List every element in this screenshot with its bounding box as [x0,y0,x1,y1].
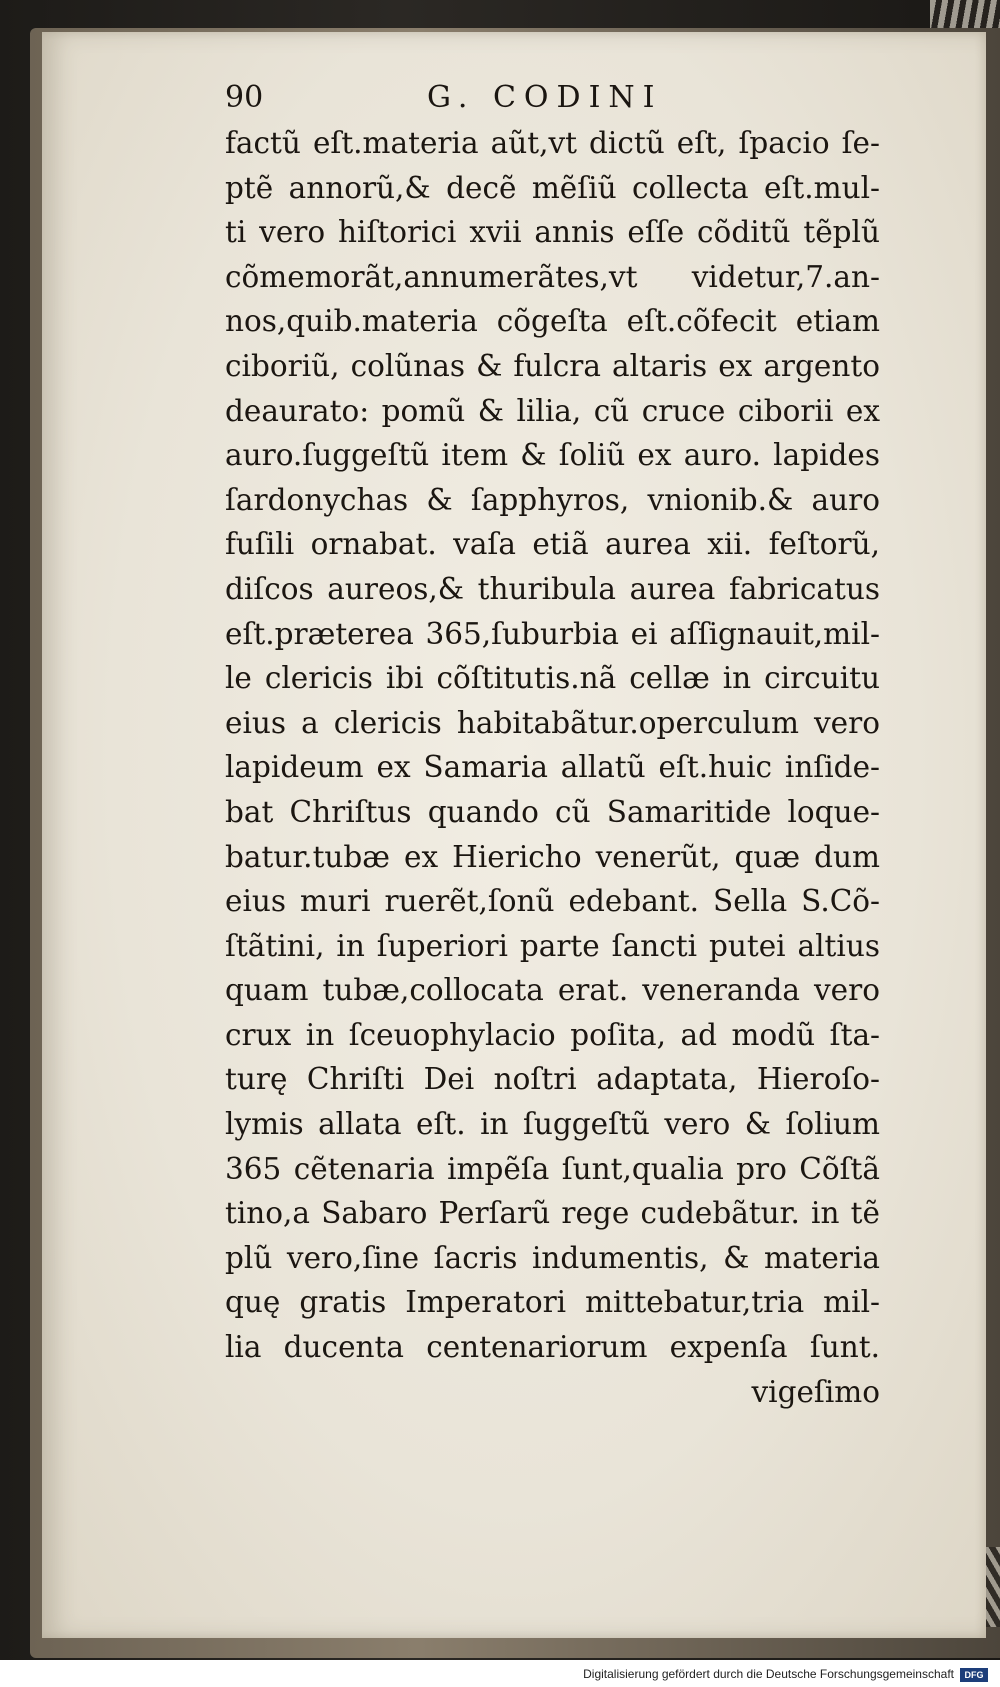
text-line: eius muri ruerẽt,ſonũ edebant. Sella S.Cõ- [225,884,880,919]
text-line: batur.tubæ ex Hiericho venerũt, quæ dum [225,839,880,874]
text-line: nos,quib.materia cõgeſta eſt.cõfecit etiam [225,304,880,339]
text-line: lapideum ex Samaria allatũ eſt.huic inſide- [225,750,880,785]
book-page [42,32,986,1638]
page-number: 90 [225,80,264,115]
text-block [225,75,880,1414]
text-line: turę Chriſti Dei noſtri adaptata, Hieroſo- [225,1062,880,1097]
page-header [225,75,880,121]
text-line: le clericis ibi cõſtitutis.nã cellæ in circuitu [225,661,880,696]
dfg-logo: DFG [960,1668,988,1682]
text-line: ti vero hiſtorici xvii annis eſſe cõditũ tẽplũ [225,215,880,250]
text-line: lymis allata eſt. in ſuggeſtũ vero & ſolium [225,1107,880,1142]
scan-corner-top [930,0,1000,28]
running-head: G. CODINI [427,80,663,115]
text-line: tino,a Sabaro Perſarũ rege cudebãtur. in tẽ [225,1196,880,1231]
text-line: ptẽ annorũ,& decẽ mẽſiũ collecta eſt.mul- [225,170,880,205]
text-line: ſtãtini, in ſuperiori parte ſancti putei altius [225,928,880,963]
text-line: deaurato: pomũ & lilia, cũ cruce ciborii ex [225,393,880,428]
text-line: crux in ſceuophylacio poſita, ad modũ ſta- [225,1017,880,1052]
text-line: bat Chriſtus quando cũ Samaritide loque- [225,794,880,829]
text-line: eius a clericis habitabãtur.operculum vero [225,705,880,740]
text-line: quam tubæ,collocata erat. veneranda vero [225,973,880,1008]
catchword: vigeſimo [751,1374,880,1409]
text-line: factũ eſt.materia aũt,vt dictũ eſt, ſpacio ſe- [225,126,880,160]
footer-strip [0,1660,1000,1687]
text-line: quę gratis Imperatori mittebatur,tria mil- [225,1285,880,1320]
text-line: fuſili ornabat. vaſa etiã aurea xii. feſtorũ, [225,527,880,562]
text-line: plũ vero,ſine ſacris indumentis, & materia [225,1240,880,1275]
text-line: auro.ſuggeſtũ item & ſoliũ ex auro. lapides [225,438,880,473]
text-line: ſardonychas & ſapphyros, vnionib.& auro [225,482,880,517]
text-line: lia ducenta centenariorum expenſa ſunt. [225,1330,880,1365]
text-line: 365 cẽtenaria impẽſa ſunt,qualia pro Cõſtã [225,1151,880,1186]
text-line: eſt.præterea 365,ſuburbia ei aſſignauit,mil- [225,616,880,651]
text-line: cõmemorãt,annumerãtes,vt videtur,7.an- [225,259,880,294]
body-text [225,121,880,1370]
footer-credit: Digitalisierung gefördert durch die Deutsche Forschungsgemeinschaft [583,1667,954,1681]
text-line: ciboriũ, colũnas & fulcra altaris ex argento [225,348,880,383]
text-line: diſcos aureos,& thuribula aurea fabricatus [225,571,880,606]
